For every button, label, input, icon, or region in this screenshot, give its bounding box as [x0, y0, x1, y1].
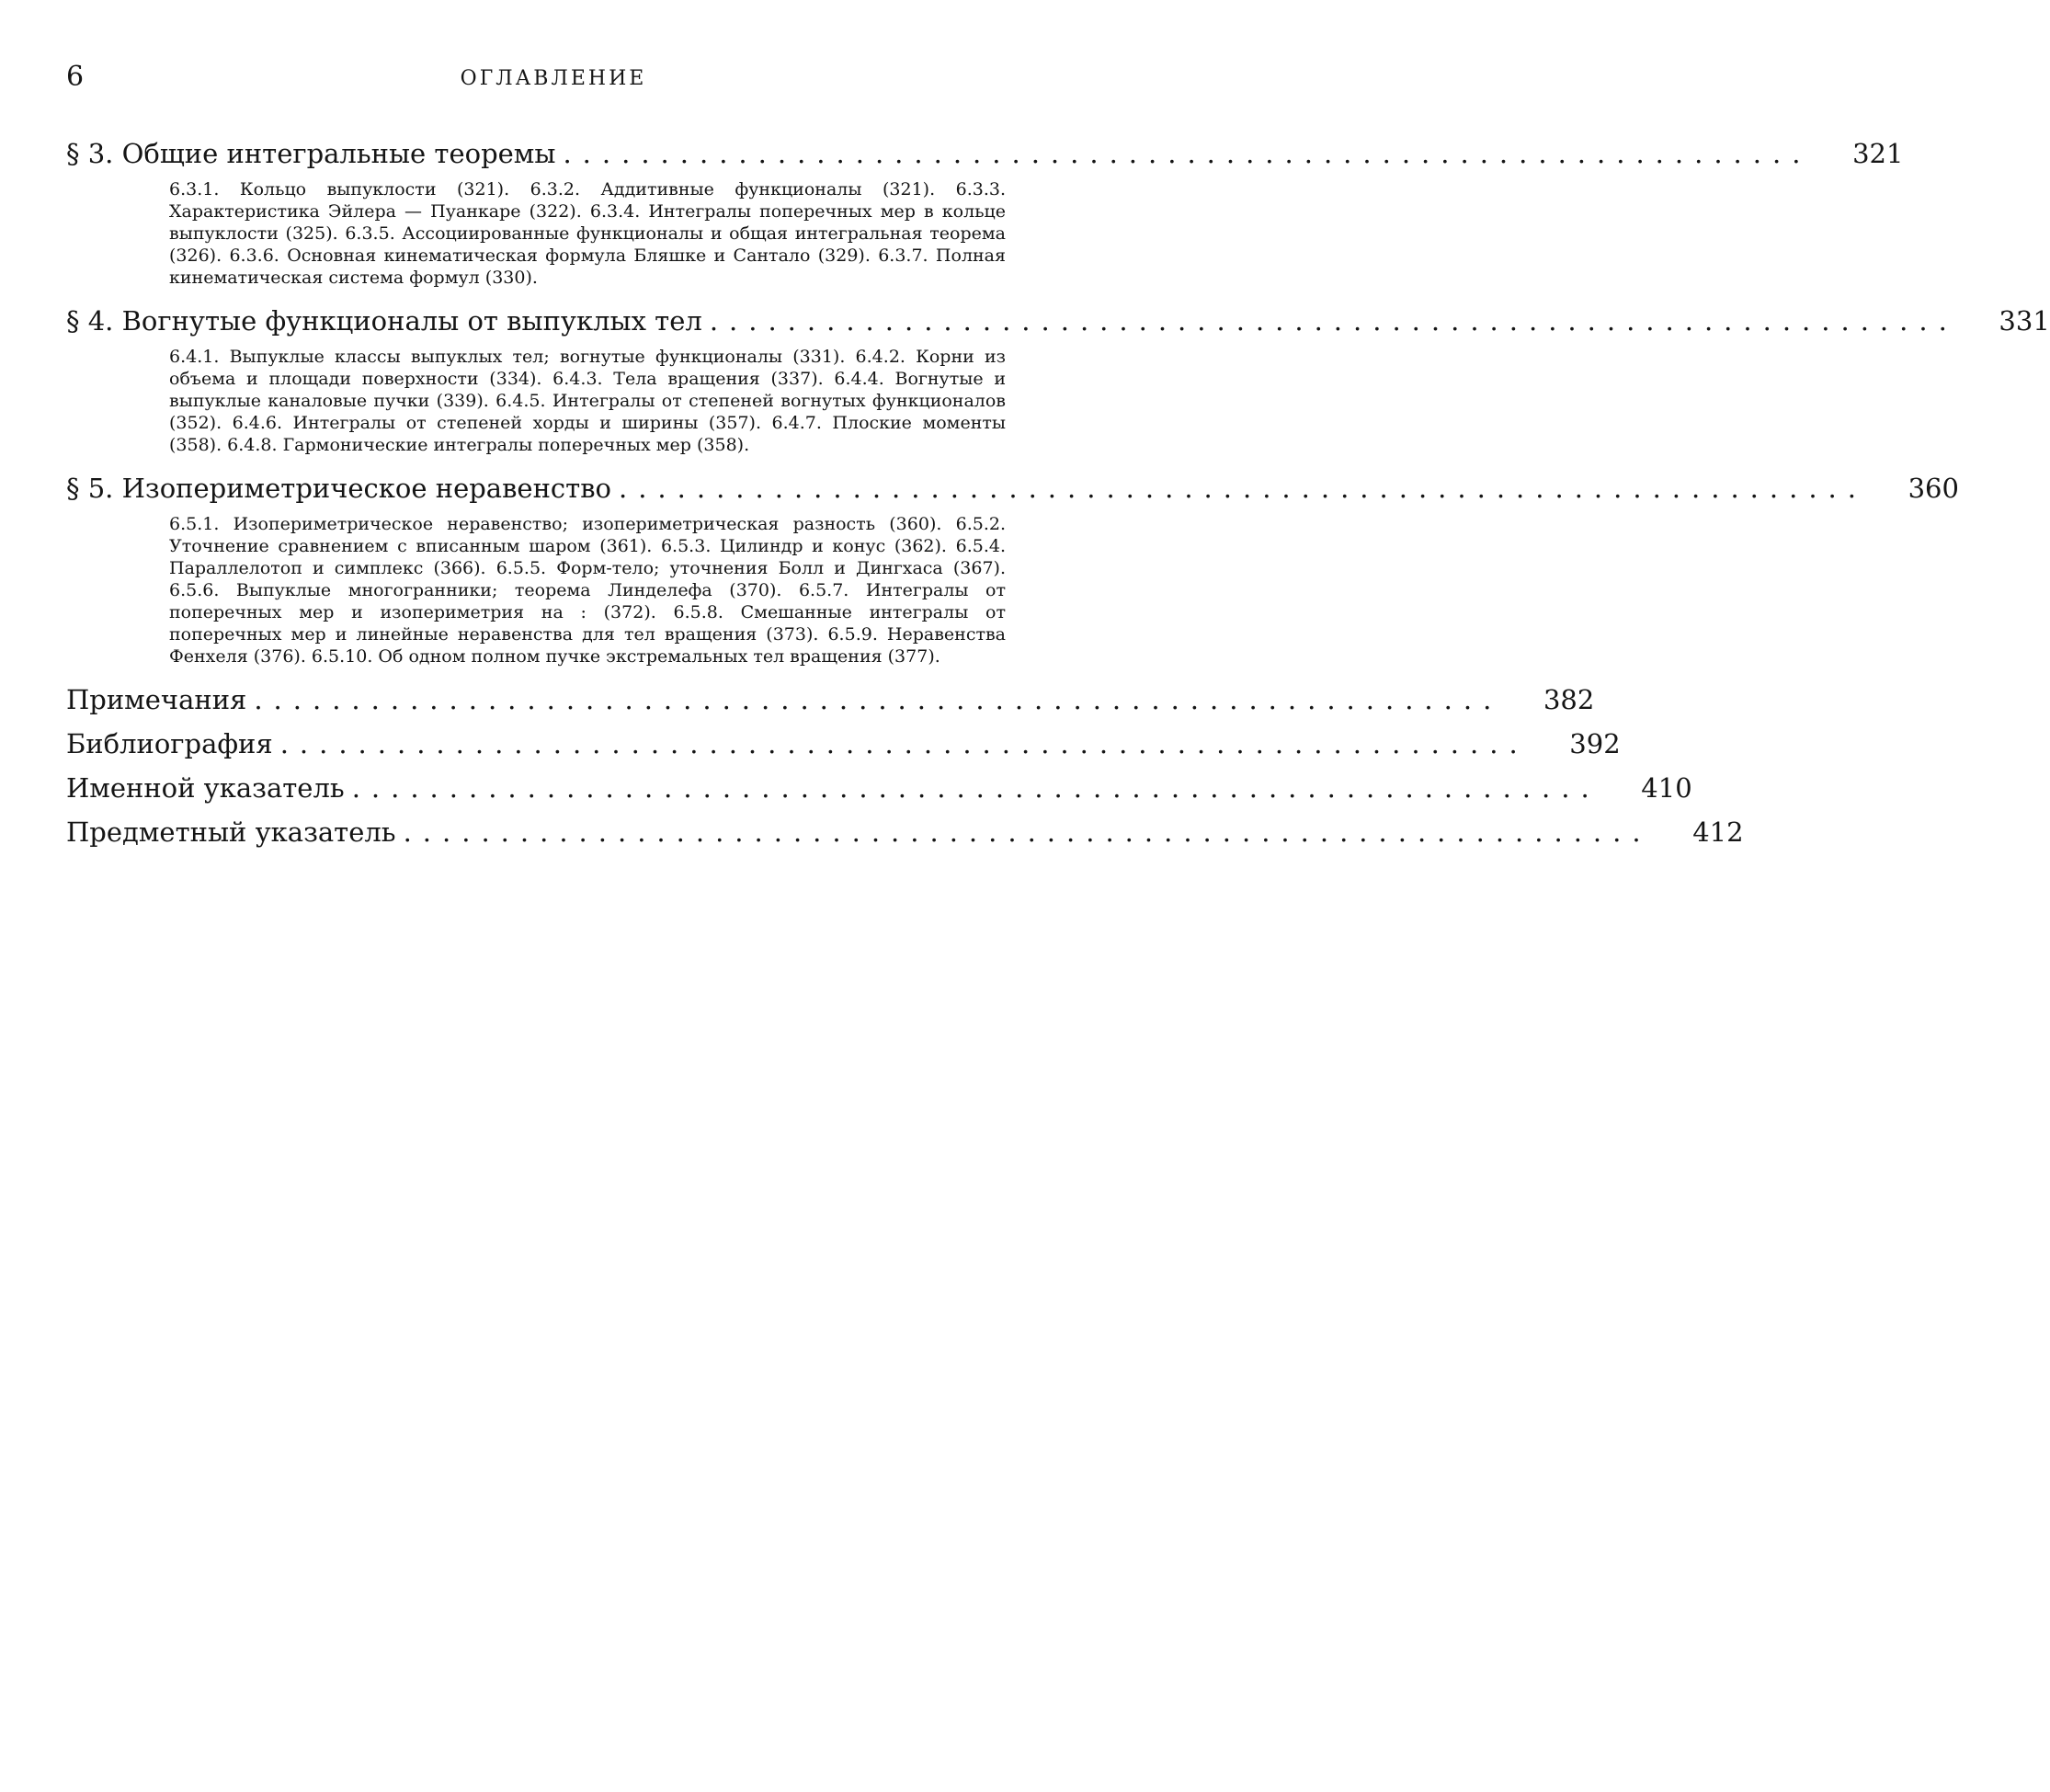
page-header: [66, 59, 1041, 96]
toc-entry-page: 321: [1852, 138, 1904, 169]
toc-section-description: 6.3.1. Кольцо выпуклости (321). 6.3.2. Аддитивные функционалы (321). 6.3.3. Характеристика Эйлера — Пуанкаре (322). 6.3.4. Интегралы поперечных мер в кольце выпуклости (325). 6.3.5. Ассоциированные функционалы и общая интегральная теорема (326). 6.3.6. Основная кинематическая формула Бляшке и Сантало (329). 6.3.7. Полная кинематическая система формул (330).: [169, 179, 1006, 288]
dot-leader: ................................................................: [279, 728, 1529, 759]
toc-entry[interactable]: [66, 471, 1959, 506]
toc-entry[interactable]: [66, 136, 1904, 171]
toc-section: [66, 303, 2050, 456]
toc-section-description: 6.4.1. Выпуклые классы выпуклых тел; вогнутые функционалы (331). 6.4.2. Корни из объема и площади поверхности (334). 6.4.3. Тела вращения (337). 6.4.4. Вогнутые и выпуклые канaловые пучки (339). 6.4.5. Интегралы от степеней вогнутых функционалов (352). 6.4.6. Интегралы от степеней хорды и ширины (357). 6.4.7. Плоские моменты (358). 6.4.8. Гармонические интегралы поперечных мер (358).: [169, 347, 1006, 455]
toc-entry-notes[interactable]: [66, 682, 1595, 717]
toc-section: [66, 136, 1904, 289]
dot-leader: ................................................................: [709, 305, 1958, 337]
dot-leader: ................................................................: [254, 684, 1503, 715]
dot-leader: ................................................................: [619, 473, 1867, 504]
running-title: ОГЛАВЛЕНИЕ: [460, 67, 647, 90]
toc-entry-title: Примечания: [66, 684, 247, 715]
toc-entry-title: Предметный указатель: [66, 816, 396, 848]
table-of-contents: [66, 136, 2050, 859]
toc-entry-page: 331: [1999, 305, 2050, 337]
toc-entry-name-index[interactable]: [66, 770, 1692, 805]
page-number: 6: [66, 61, 85, 93]
toc-entry-bibliography[interactable]: [66, 726, 1621, 761]
toc-entry-page: 382: [1543, 684, 1595, 715]
toc-section: [66, 471, 1959, 668]
toc-entry-title: Именной указатель: [66, 772, 345, 804]
toc-entry-title: Библиография: [66, 728, 273, 759]
toc-entry-page: 412: [1692, 816, 1744, 848]
toc-entry[interactable]: [66, 303, 2050, 338]
dot-leader: ................................................................: [351, 772, 1600, 804]
toc-section-description: 6.5.1. Изопериметрическое неравенство; изопериметрическая разность (360). 6.5.2. Уточнение сравнением с вписанным шаром (361). 6.5.3. Цилиндр и конус (362). 6.5.4. Параллелотоп и симплекс (366). 6.5.5. Форм-тело; уточнения Болл и Дингхаса (367). 6.5.6. Выпуклые многогранники; теорема Линделефа (370). 6.5.7. Интегралы от поперечных мер и изопериметрия на : (372). 6.5.8. Смешанные интегралы от поперечных мер и линейные неравенства для тел вращения (373). 6.5.9. Неравенства Фенхеля (376). 6.5.10. Об одном полном пучке экстремальных тел вращения (377).: [169, 514, 1006, 667]
toc-entry-title: § 5. Изопериметрическое неравенство: [66, 473, 611, 504]
toc-entry-subject-index[interactable]: [66, 815, 1744, 850]
dot-leader: ................................................................: [403, 816, 1652, 848]
toc-entry-page: 410: [1641, 772, 1692, 804]
toc-entry-page: 360: [1908, 473, 1959, 504]
dot-leader: ................................................................: [563, 138, 1812, 169]
toc-entry-title: § 3. Общие интегральные теоремы: [66, 138, 556, 169]
toc-entry-title: § 4. Вогнутые функционалы от выпуклых тел: [66, 305, 702, 337]
toc-entry-page: 392: [1569, 728, 1621, 759]
